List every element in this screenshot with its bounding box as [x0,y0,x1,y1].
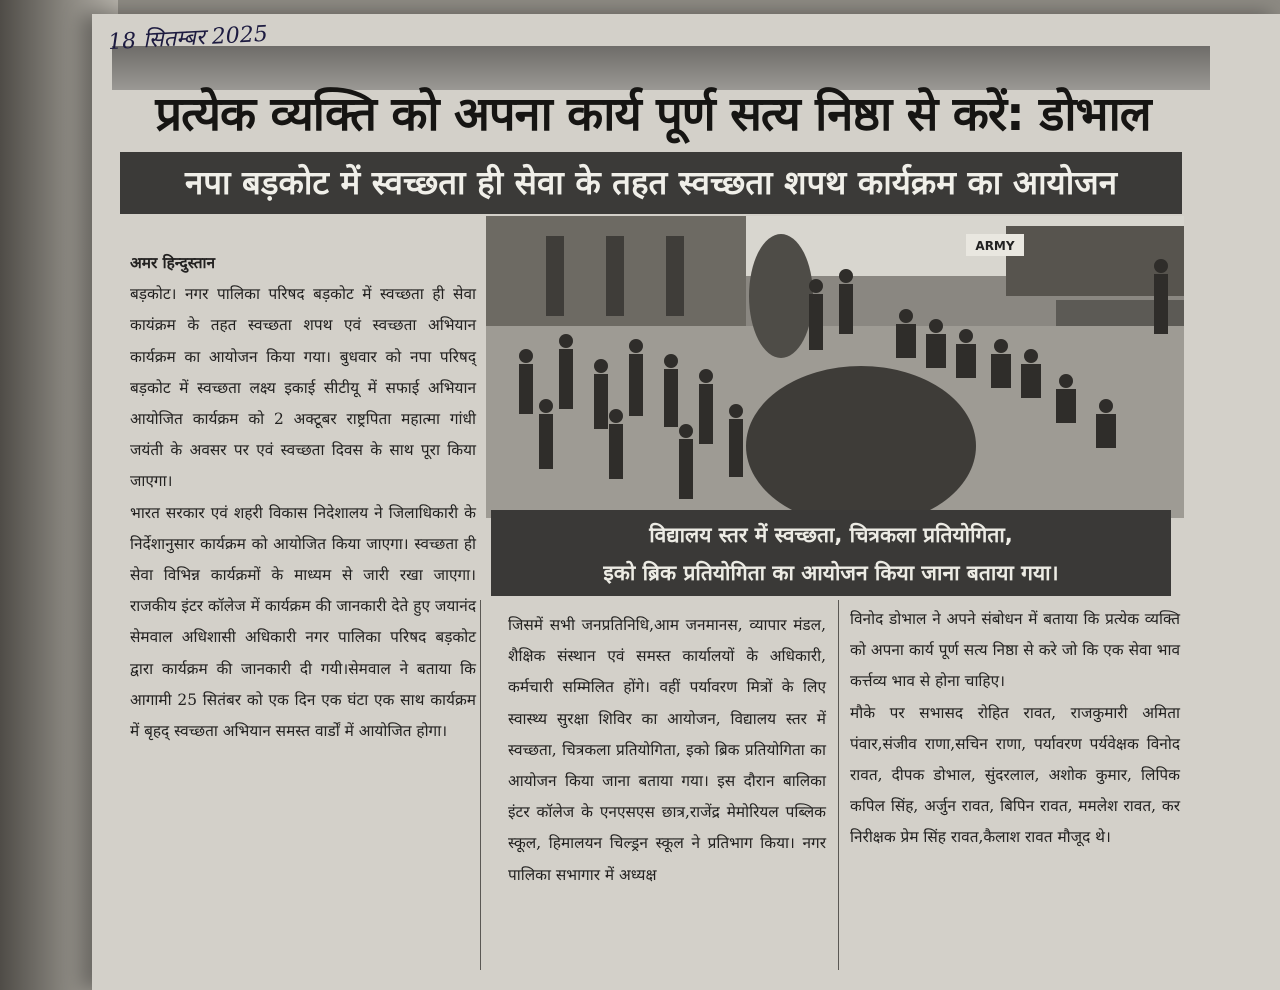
article-column-3 [850,604,1180,854]
byline: अमर हिन्दुस्तान [130,254,215,272]
handwritten-date: 18 सितम्बर 2025 [107,21,269,56]
article-paragraph: बड़कोट। नगर पालिका परिषद बड़कोट में स्वच्छता ही सेवा कायंक्रम के तहत स्वच्छता शपथ एवं स्वच्छता अभियान कार्यक्रम का आयोजन किया गया। बुधवार को नपा परिषद् बड़कोट में स्वच्छता लक्ष्य इकाई सीटीयू में सफाई अभियान आयोजित कार्यक्रम को 2 अक्टूबर राष्ट्रपिता महात्मा गांधी जयंती के अवसर पर एवं स्वच्छता दिवस के साथ पूरा किया जाएगा। [130,285,476,491]
article-paragraph: विनोद डोभाल ने अपने संबोधन में बताया कि प्रत्येक व्यक्ति को अपना कार्य पूर्ण सत्य निष्ठा से करे जो कि एक सेवा भाव कर्त्तव्य भाव से होना चाहिए। [850,610,1180,691]
news-photo [486,216,1184,518]
column-divider [838,600,839,970]
photo-scene [486,216,1184,518]
caption-line-1: विद्यालय स्तर में स्वच्छता, चित्रकला प्रतियोगिता, [649,523,1013,547]
caption-line-2: इको ब्रिक प्रतियोगिता का आयोजन किया जाना बताया गया। [603,561,1059,585]
article-paragraph: मौके पर सभासद रोहित रावत, राजकुमारी अमिता पंवार,संजीव राणा,सचिन राणा, पर्यावरण पर्यवेक्षक विनोद रावत, दीपक डोभाल, सुंदरलाल, अशोक कुमार, लिपिक कपिल सिंह, अर्जुन रावत, बिपिन रावत, ममलेश रावत, कर निरीक्षक प्रेम सिंह रावत,कैलाश रावत मौजूद थे। [850,703,1180,847]
article-column-1 [130,248,476,747]
article-paragraph: जिसमें सभी जनप्रतिनिधि,आम जनमानस, व्यापार मंडल, शैक्षिक संस्थान एवं समस्त कार्यालयों के अधिकारी, कर्मचारी सम्मिलित होंगे। वहीं पर्यावरण मित्रों के लिए स्वास्थ्य सुरक्षा शिविर का आयोजन, विद्यालय स्तर में स्वच्छता, चित्रकला प्रतियोगिता, इको ब्रिक प्रतियोगिता का आयोजन किया जाना बताया गया। इस दौरान बालिका इंटर कॉलेज के एनएसएस छात्र,राजेंद्र मेमोरियल पब्लिक स्कूल, हिमालयन चिल्ड्रन स्कूल ने प्रतिभाग किया। नगर पालिका सभागार में अध्यक्ष [508,616,826,884]
signboard-text: ARMY [975,239,1015,253]
column-divider [480,600,481,970]
headline: प्रत्येक व्यक्ति को अपना कार्य पूर्ण सत्य निष्ठा से करें: डोभाल [155,87,1151,142]
article-column-2 [508,610,826,891]
subheadline-banner: नपा बड़कोट में स्वच्छता ही सेवा के तहत स्वच्छता शपथ कार्यक्रम का आयोजन [120,152,1182,214]
article-paragraph: भारत सरकार एवं शहरी विकास निदेशालय ने जिलाधिकारी के निर्देशानुसार कार्यक्रम को आयोजित किया जाएगा। स्वच्छता ही सेवा विभिन्न कार्यक्रमों के माध्यम से जारी रखा जाएगा। राजकीय इंटर कॉलेज में कार्यक्रम की जानकारी देते हुए जयानंद सेमवाल अधिशासी अधिकारी नगर पालिका परिषद बड़कोट द्वारा कार्यक्रम की जानकारी दी गयी।सेमवाल ने बताया कि आगामी 25 सितंबर को एक दिन एक घंटा एक साथ कार्यक्रम में बृहद् स्वच्छता अभियान समस्त वार्डों में आयोजित होगा। [130,503,476,741]
photo-caption [491,510,1171,596]
